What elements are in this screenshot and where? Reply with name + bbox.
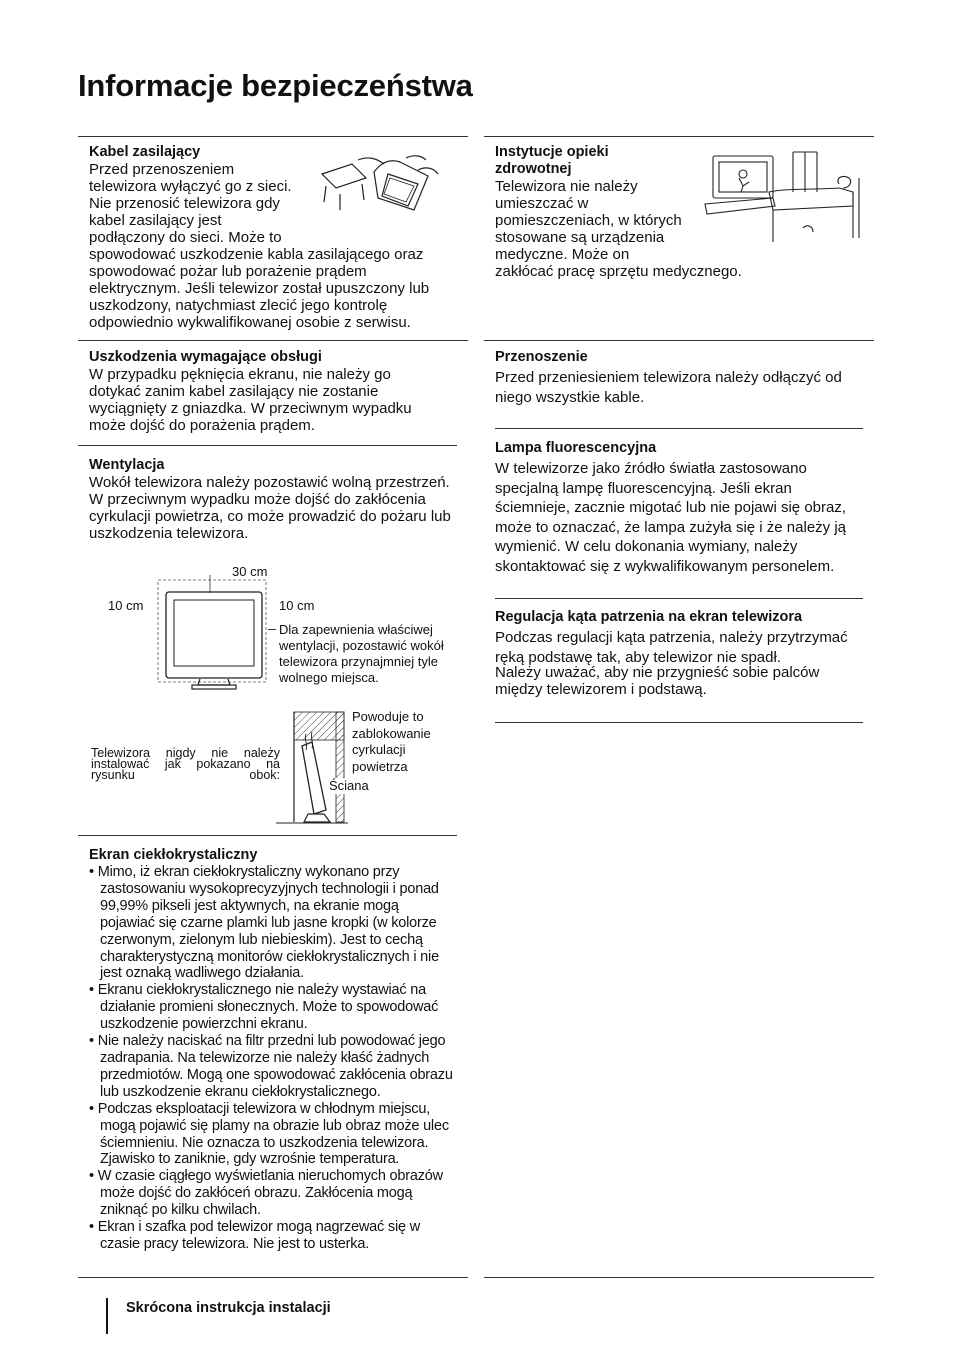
ventilation-note: Dla zapewnienia właściwej wentylacji, pozostawić wokół telewizora przynajmniej tyle wolnego miejsca. bbox=[279, 622, 444, 685]
divider bbox=[495, 598, 863, 599]
divider bbox=[484, 136, 874, 137]
left-gap-label: 10 cm bbox=[108, 598, 144, 613]
page-title: Informacje bezpieczeństwa bbox=[78, 68, 473, 103]
footer-label: Skrócona instrukcja instalacji bbox=[126, 1300, 331, 1316]
hospital-illustration bbox=[703, 148, 863, 244]
medical-title: zdrowotnej bbox=[495, 161, 572, 177]
divider bbox=[78, 340, 468, 341]
medical-line: umieszczać w bbox=[495, 195, 589, 212]
footer-marker bbox=[106, 1298, 108, 1334]
blocked-airflow-label: Powoduje to zablokowanie cyrkulacji powietrza bbox=[352, 709, 431, 774]
ventilation-text: Wokół telewizora należy pozostawić wolną przestrzeń. W przeciwnym wypadku może dojść do zakłócenia cyrkulacji powietrza, co może prowadzić do pożaru lub uszkodzenia telewizora. bbox=[89, 474, 451, 542]
medical-line: pomieszczeniach, w których bbox=[495, 212, 682, 229]
divider bbox=[495, 428, 863, 429]
divider bbox=[78, 445, 457, 446]
moving-text: Przed przeniesieniem telewizora należy odłączyć od niego wszystkie kable. bbox=[495, 369, 842, 406]
lamp-title: Lampa fluorescencyjna bbox=[495, 440, 657, 456]
divider bbox=[78, 136, 468, 137]
lcd-bullet-list bbox=[89, 864, 457, 1253]
medical-line: Telewizora nie należy bbox=[495, 178, 638, 195]
wall-label: Ściana bbox=[329, 778, 369, 793]
angle-text: między telewizorem i podstawą. bbox=[495, 681, 707, 698]
lcd-title: Ekran ciekłokrystaliczny bbox=[89, 847, 258, 863]
list-item: • Mimo, iż ekran ciekłokrystaliczny wykonano przy zastosowaniu wysokoprecyzyjnych technologii i ponad 99,99% pikseli jest aktywnych, na ekranie mogą pojawiać się czarne plamki lub jasne kropki (w kolorze czerwonym, zielonym lub niebieskim). Jest to cechą charakterystyczną monitorów ciekłokrystalicznych i nie jest oznaką wadliwego działania. bbox=[89, 864, 457, 982]
list-item: • Podczas eksploatacji telewizora w chłodnym miejscu, mogą pojawić się plamy na obrazie lub obraz może ulec ściemnieniu. Nie oznacza to uszkodzenia telewizora. Zjawisko to zaniknie, gdy wzrośnie temperatura. bbox=[89, 1101, 457, 1169]
never-install-text: Telewizora nigdy nie należy instalować jak pokazano na rysunku obok: bbox=[91, 746, 280, 782]
power-cable-line: Nie przenosić telewizora gdy bbox=[89, 195, 280, 212]
power-cable-line: kabel zasilający jest bbox=[89, 212, 222, 229]
leader-line bbox=[268, 629, 276, 630]
wall-install-diagram bbox=[276, 710, 348, 826]
power-cable-text: spowodować uszkodzenie kabla zasilającego oraz spowodować pożar lub porażenie prądem elektrycznym. Jeśli telewizor został upuszczony lub uszkodzony, natychmiast zlecić jego kontrolę odpowiednio wykwalifikowanej osobie z serwisu. bbox=[89, 246, 430, 331]
power-cable-title: Kabel zasilający bbox=[89, 144, 201, 160]
list-item: • W czasie ciągłego wyświetlania nieruchomych obrazów może dojść do zakłóceń obrazu. Zakłócenia mogą zniknąć po kilku chwilach. bbox=[89, 1168, 457, 1219]
moving-title: Przenoszenie bbox=[495, 349, 588, 365]
angle-text: Podczas regulacji kąta patrzenia, należy przytrzymać bbox=[495, 629, 848, 646]
power-cable-line: podłączony do sieci. Może to bbox=[89, 229, 282, 246]
medical-title: Instytucje opieki bbox=[495, 144, 609, 160]
medical-line: stosowane są urządzenia bbox=[495, 229, 665, 246]
right-gap-label: 10 cm bbox=[279, 598, 315, 613]
top-gap-label: 30 cm bbox=[232, 564, 268, 579]
ventilation-diagram bbox=[146, 575, 278, 693]
angle-text: ręką podstawę tak, aby telewizor nie spadł. bbox=[495, 649, 781, 666]
divider bbox=[484, 340, 874, 341]
divider bbox=[495, 722, 863, 723]
list-item: • Nie należy naciskać na filtr przedni lub powodować jego zadrapania. Na telewizorze nie należy kłaść żadnych przedmiotów. Mogą one spowodować zakłócenia obrazu lub uszkodzenie ekranu ciekłokrystalicznego. bbox=[89, 1033, 457, 1101]
power-cable-line: Przed przenoszeniem bbox=[89, 161, 235, 178]
medical-text: zakłócać pracę sprzętu medycznego. bbox=[495, 263, 742, 280]
medical-line: medyczne. Może on bbox=[495, 246, 630, 263]
ventilation-title: Wentylacja bbox=[89, 457, 165, 473]
angle-title: Regulacja kąta patrzenia na ekran telewizora bbox=[495, 609, 803, 625]
damage-text: W przypadku pęknięcia ekranu, nie należy go dotykać zanim kabel zasilający nie zostanie wyciągnięty z gniazdka. W przeciwnym wypadku może dojść do porażenia prądem. bbox=[89, 366, 412, 434]
power-cable-line: telewizora wyłączyć go z sieci. bbox=[89, 178, 292, 195]
carry-tv-illustration bbox=[318, 150, 450, 218]
divider bbox=[78, 1277, 468, 1278]
angle-text: Należy uważać, aby nie przygnieść sobie palców bbox=[495, 664, 820, 681]
list-item: • Ekran i szafka pod telewizor mogą nagrzewać się w czasie pracy telewizora. Nie jest to usterka. bbox=[89, 1219, 457, 1253]
lamp-text: W telewizorze jako źródło światła zastosowano specjalną lampę fluorescencyjną. Jeśli ekran ściemnieje, zacznie migotać lub nie pojawi się obraz, może to oznaczać, że lampa zużyła się i że należy ją wymienić. W celu dokonania wymiany, należy skontaktować się z wykwalifikowanym personelem. bbox=[495, 460, 847, 575]
list-item: • Ekranu ciekłokrystalicznego nie należy wystawiać na działanie promieni słonecznych. Może to spowodować uszkodzenie powierzchni ekranu. bbox=[89, 982, 457, 1033]
damage-title: Uszkodzenia wymagające obsługi bbox=[89, 349, 322, 365]
divider bbox=[78, 835, 457, 836]
divider bbox=[484, 1277, 874, 1278]
